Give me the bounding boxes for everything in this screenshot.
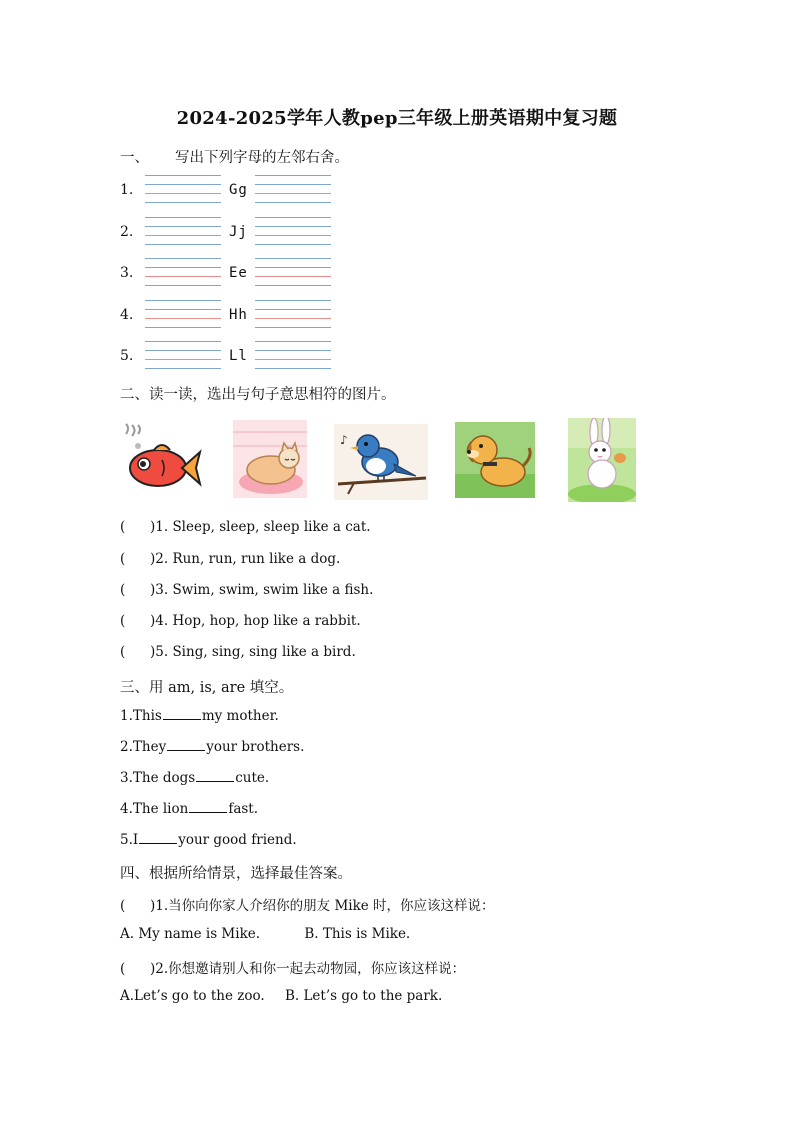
page-title: 2024-2025学年人教pep三年级上册英语期中复习题 — [176, 108, 618, 129]
svg-text:♪: ♪ — [340, 433, 348, 447]
section3-heading: 三、用 am, is, are 填空。 — [120, 680, 294, 696]
fill-blank-prefix: 2.They — [120, 739, 167, 755]
bird-picture — [334, 424, 428, 500]
fish-picture — [118, 420, 202, 500]
fill-blank-prefix: 4.The lion — [120, 801, 189, 817]
letter-item-letter: Ee — [229, 265, 248, 281]
matching-item — [120, 613, 361, 629]
right-neighbor-writing-grid[interactable] — [255, 217, 331, 247]
section2-heading: 二、读一读，选出与句子意思相符的图片。 — [120, 387, 396, 403]
fill-blank-prefix: 3.The dogs — [120, 770, 196, 786]
right-neighbor-writing-grid[interactable] — [255, 175, 331, 205]
q2-question — [120, 957, 465, 977]
answer-blank[interactable] — [139, 831, 177, 844]
answer-paren[interactable]: ( — [120, 613, 126, 629]
matching-item — [120, 551, 340, 567]
letter-item-number: 5. — [120, 348, 134, 364]
fill-blank-item — [120, 800, 258, 817]
fill-blank-prefix: 5.I — [120, 832, 139, 848]
q2-option-b: B. Let’s go to the park. — [284, 988, 443, 1004]
fill-blank-suffix: your brothers. — [206, 739, 305, 755]
matching-item — [120, 519, 371, 535]
left-neighbor-writing-grid[interactable] — [145, 258, 221, 288]
left-neighbor-writing-grid[interactable] — [145, 341, 221, 371]
dog-picture — [455, 422, 535, 498]
section1-label: 一、 — [120, 150, 149, 166]
fill-blank-suffix: cute. — [235, 770, 270, 786]
matching-item-text: )1. Sleep, sleep, sleep like a cat. — [150, 519, 371, 535]
matching-item-text: )5. Sing, sing, sing like a bird. — [150, 644, 356, 660]
fill-blank-item — [120, 707, 279, 724]
answer-paren[interactable]: ( — [120, 582, 126, 598]
matching-item-text: )3. Swim, swim, swim like a fish. — [150, 582, 374, 598]
letter-item-number: 3. — [120, 265, 134, 281]
q2-options — [120, 988, 442, 1004]
matching-item-text: )4. Hop, hop, hop like a rabbit. — [150, 613, 361, 629]
cat-picture — [233, 420, 307, 498]
left-neighbor-writing-grid[interactable] — [145, 175, 221, 205]
letter-item-number: 1. — [120, 182, 134, 198]
answer-paren[interactable]: ( — [120, 961, 126, 977]
rabbit-picture — [568, 418, 636, 502]
answer-blank[interactable] — [163, 707, 201, 720]
fill-blank-suffix: my mother. — [201, 708, 279, 724]
fill-blank-item — [120, 769, 269, 786]
fill-blank-item — [120, 831, 297, 848]
answer-paren[interactable]: ( — [120, 551, 126, 567]
section1-instruction: 写出下列字母的左邻右舍。 — [175, 150, 349, 166]
q2-text: )2.你想邀请别人和你一起去动物园，你应该这样说： — [150, 961, 466, 977]
letter-item-letter: Jj — [229, 223, 248, 240]
q1-text: )1.当你向你家人介绍你的朋友 Mike 时，你应该这样说： — [150, 898, 495, 914]
fill-blank-item — [120, 738, 304, 755]
matching-item-text: )2. Run, run, run like a dog. — [150, 551, 341, 567]
letter-item-letter: Hh — [229, 306, 248, 323]
fill-blank-suffix: your good friend. — [178, 832, 297, 848]
left-neighbor-writing-grid[interactable] — [145, 300, 221, 330]
answer-blank[interactable] — [189, 800, 227, 813]
q1-option-b: B. This is Mike. — [304, 926, 411, 942]
right-neighbor-writing-grid[interactable] — [255, 341, 331, 371]
letter-item-letter: Gg — [229, 182, 248, 198]
answer-paren[interactable]: ( — [120, 898, 126, 914]
section4-heading: 四、根据所给情景，选择最佳答案。 — [120, 866, 352, 882]
letter-item-number: 4. — [120, 306, 134, 323]
matching-item — [120, 644, 356, 660]
matching-item — [120, 582, 373, 598]
q1-question — [120, 894, 495, 914]
answer-blank[interactable] — [196, 769, 234, 782]
q2-option-a: A.Let’s go to the zoo. — [120, 988, 265, 1004]
q1-options — [120, 926, 410, 942]
right-neighbor-writing-grid[interactable] — [255, 258, 331, 288]
answer-blank[interactable] — [167, 738, 205, 751]
letter-item-letter: Ll — [229, 348, 248, 364]
letter-item-number: 2. — [120, 223, 134, 240]
left-neighbor-writing-grid[interactable] — [145, 217, 221, 247]
q1-option-a: A. My name is Mike. — [120, 926, 261, 942]
answer-paren[interactable]: ( — [120, 519, 126, 535]
fill-blank-suffix: fast. — [228, 801, 259, 817]
fill-blank-prefix: 1.This — [120, 708, 162, 724]
answer-paren[interactable]: ( — [120, 644, 126, 660]
right-neighbor-writing-grid[interactable] — [255, 300, 331, 330]
